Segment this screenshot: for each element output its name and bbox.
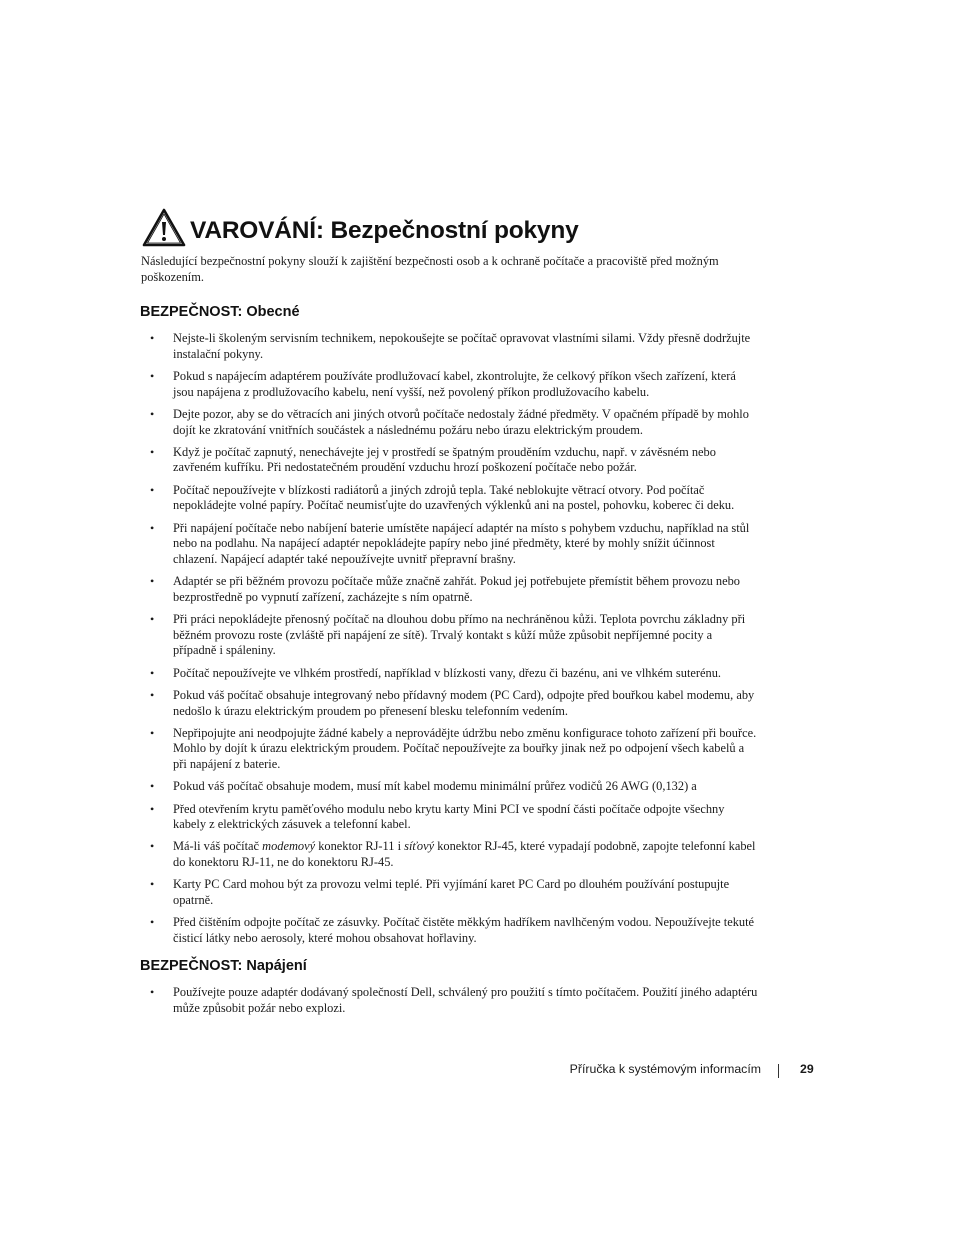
section-heading-power: BEZPEČNOST: Napájení bbox=[140, 958, 307, 974]
bullet-glyph: • bbox=[150, 915, 155, 930]
footer-separator bbox=[778, 1064, 779, 1078]
bullet-glyph: • bbox=[150, 839, 155, 854]
intro-paragraph: Následující bezpečnostní pokyny slouží k zajištění bezpečnosti osob a k ochraně počítače a pracoviště před možným poškozením. bbox=[141, 254, 719, 284]
section-heading-general: BEZPEČNOST: Obecné bbox=[140, 304, 300, 320]
bullet-glyph: • bbox=[150, 985, 155, 999]
emphasis-modem: modemový bbox=[262, 839, 316, 854]
list-item: • Pokud váš počítač obsahuje integrovaný nebo přídavný modem (PC Card), odpojte před bouřkou kabel modemu, aby nedošlo k úrazu elektrickým proudem po přenesení blesku telefonním vedením. bbox=[150, 687, 755, 718]
list-item: • Používejte pouze adaptér dodávaný společností Dell, schválený pro použití s tímto počítačem. Použití jiného adaptéru může způsobit požár nebo explozi. bbox=[150, 985, 758, 1015]
bullet-glyph: • bbox=[150, 444, 155, 459]
list-item: • Před otevřením krytu paměťového modulu nebo krytu karty Mini PCI ve spodní části počítače odpojte všechny kabely z elektrických zásuvek a telefonní kabel. bbox=[150, 801, 725, 832]
bullet-glyph: • bbox=[150, 406, 155, 421]
list-item: • Adaptér se při běžném provozu počítače může značně zahřát. Pokud jej potřebujete přemístit během provozu nebo bezprostředně po vypnutí zařízení, zacházejte s ním opatrně. bbox=[150, 574, 740, 604]
list-item: • Má-li váš počítač modemový konektor RJ-11 i síťový konektor RJ-45, které vypadají podobně, zapojte telefonní kabel do konektoru RJ-11, ne do konektoru RJ-45. bbox=[150, 839, 756, 870]
list-item: • Při napájení počítače nebo nabíjení baterie umístěte napájecí adaptér na místo s pohybem vzduchu, například na stůl nebo na podlahu. Na napájecí adaptér nepokládejte papíry nebo jiné předměty, které by mohly snížit účinnost chlazení. Napájecí adaptér také nepoužívejte uvnitř přepravní brašny. bbox=[150, 520, 750, 566]
title-row bbox=[142, 208, 579, 248]
page-number: 29 bbox=[800, 1062, 814, 1076]
bullet-glyph: • bbox=[150, 368, 155, 383]
bullet-glyph: • bbox=[150, 612, 155, 627]
list-item: • Při práci nepokládejte přenosný počítač na dlouhou dobu přímo na nechráněnou kůži. Teplota povrchu základny při běžném provozu roste (zvláště při napájení ze sítě). Trvalý kontakt s kůží může způsobit nepříjemné pocity a případně i spáleniny. bbox=[150, 612, 746, 658]
general-safety-list bbox=[0, 331, 954, 953]
list-item: • Pokud s napájecím adaptérem používáte prodlužovací kabel, zkontrolujte, že celkový příkon všech zařízení, která jsou napájena z prodlužovacího kabelu, není vyšší, než povolený příkon prodlužovacího kabelu. bbox=[150, 368, 736, 399]
page-title: VAROVÁNÍ: Bezpečnostní pokyny bbox=[190, 217, 579, 244]
bullet-glyph: • bbox=[150, 779, 155, 794]
list-item: • Karty PC Card mohou být za provozu velmi teplé. Při vyjímání karet PC Card po dlouhém používání postupujte opatrně. bbox=[150, 877, 730, 908]
bullet-glyph: • bbox=[150, 331, 155, 345]
list-item: • Pokud váš počítač obsahuje modem, musí mít kabel modemu minimální průřez vodičů 26 AWG (0,132) a bbox=[150, 779, 697, 794]
bullet-glyph: • bbox=[150, 725, 155, 740]
list-item: • Nejste-li školeným servisním technikem, nepokoušejte se počítač opravovat vlastními silami. Vždy přesně dodržujte instalační pokyny. bbox=[150, 331, 751, 361]
bullet-glyph: • bbox=[150, 877, 155, 892]
list-item: • Dejte pozor, aby se do větracích ani jiných otvorů počítače nedostaly žádné předměty. V opačném případě by mohlo dojít ke zkratování vnitřních součástek a následnému požáru nebo úrazu elektrickým proudem. bbox=[150, 406, 749, 437]
footer-title: Příručka k systémovým informacím bbox=[569, 1062, 761, 1076]
list-item: • Nepřipojujte ani neodpojujte žádné kabely a neprovádějte údržbu nebo změnu konfigurace tohoto zařízení při bouřce. Mohlo by dojít k úrazu elektrickým proudem. Počítač nepoužívejte za bouřky jinak než po odpojení všech kabelů a při napájení z baterie. bbox=[150, 725, 757, 772]
list-item: • Počítač nepoužívejte ve vlhkém prostředí, například v blízkosti vany, dřezu či bazénu, ani ve vlhkém suterénu. bbox=[150, 665, 721, 680]
bullet-glyph: • bbox=[150, 665, 155, 680]
list-item: • Počítač nepoužívejte v blízkosti radiátorů a jiných zdrojů tepla. Také neblokujte větrací otvory. Pod počítač nepokládejte volné papíry. Počítač neumisťujte do uzavřených výklenků ani na postel, pohovku, koberec či deku. bbox=[150, 482, 735, 513]
bullet-glyph: • bbox=[150, 801, 155, 816]
bullet-glyph: • bbox=[150, 687, 155, 702]
warning-triangle-icon bbox=[142, 208, 186, 248]
bullet-glyph: • bbox=[150, 520, 155, 535]
page-footer bbox=[0, 1062, 954, 1080]
emphasis-network: síťový bbox=[404, 839, 435, 854]
bullet-glyph: • bbox=[150, 482, 155, 497]
power-safety-list bbox=[0, 985, 954, 1023]
list-item: • Před čištěním odpojte počítač ze zásuvky. Počítač čistěte měkkým hadříkem navlhčeným vodou. Nepoužívejte tekuté čisticí látky nebo aerosoly, které mohou obsahovat hořlaviny. bbox=[150, 915, 755, 945]
list-item: • Když je počítač zapnutý, nenechávejte jej v prostředí se špatným prouděním vzduchu, např. v závěsném nebo zavřeném kufříku. Při nedostatečném proudění vzduchu hrozí poškození počítače nebo požár. bbox=[150, 444, 716, 475]
bullet-glyph: • bbox=[150, 574, 155, 589]
